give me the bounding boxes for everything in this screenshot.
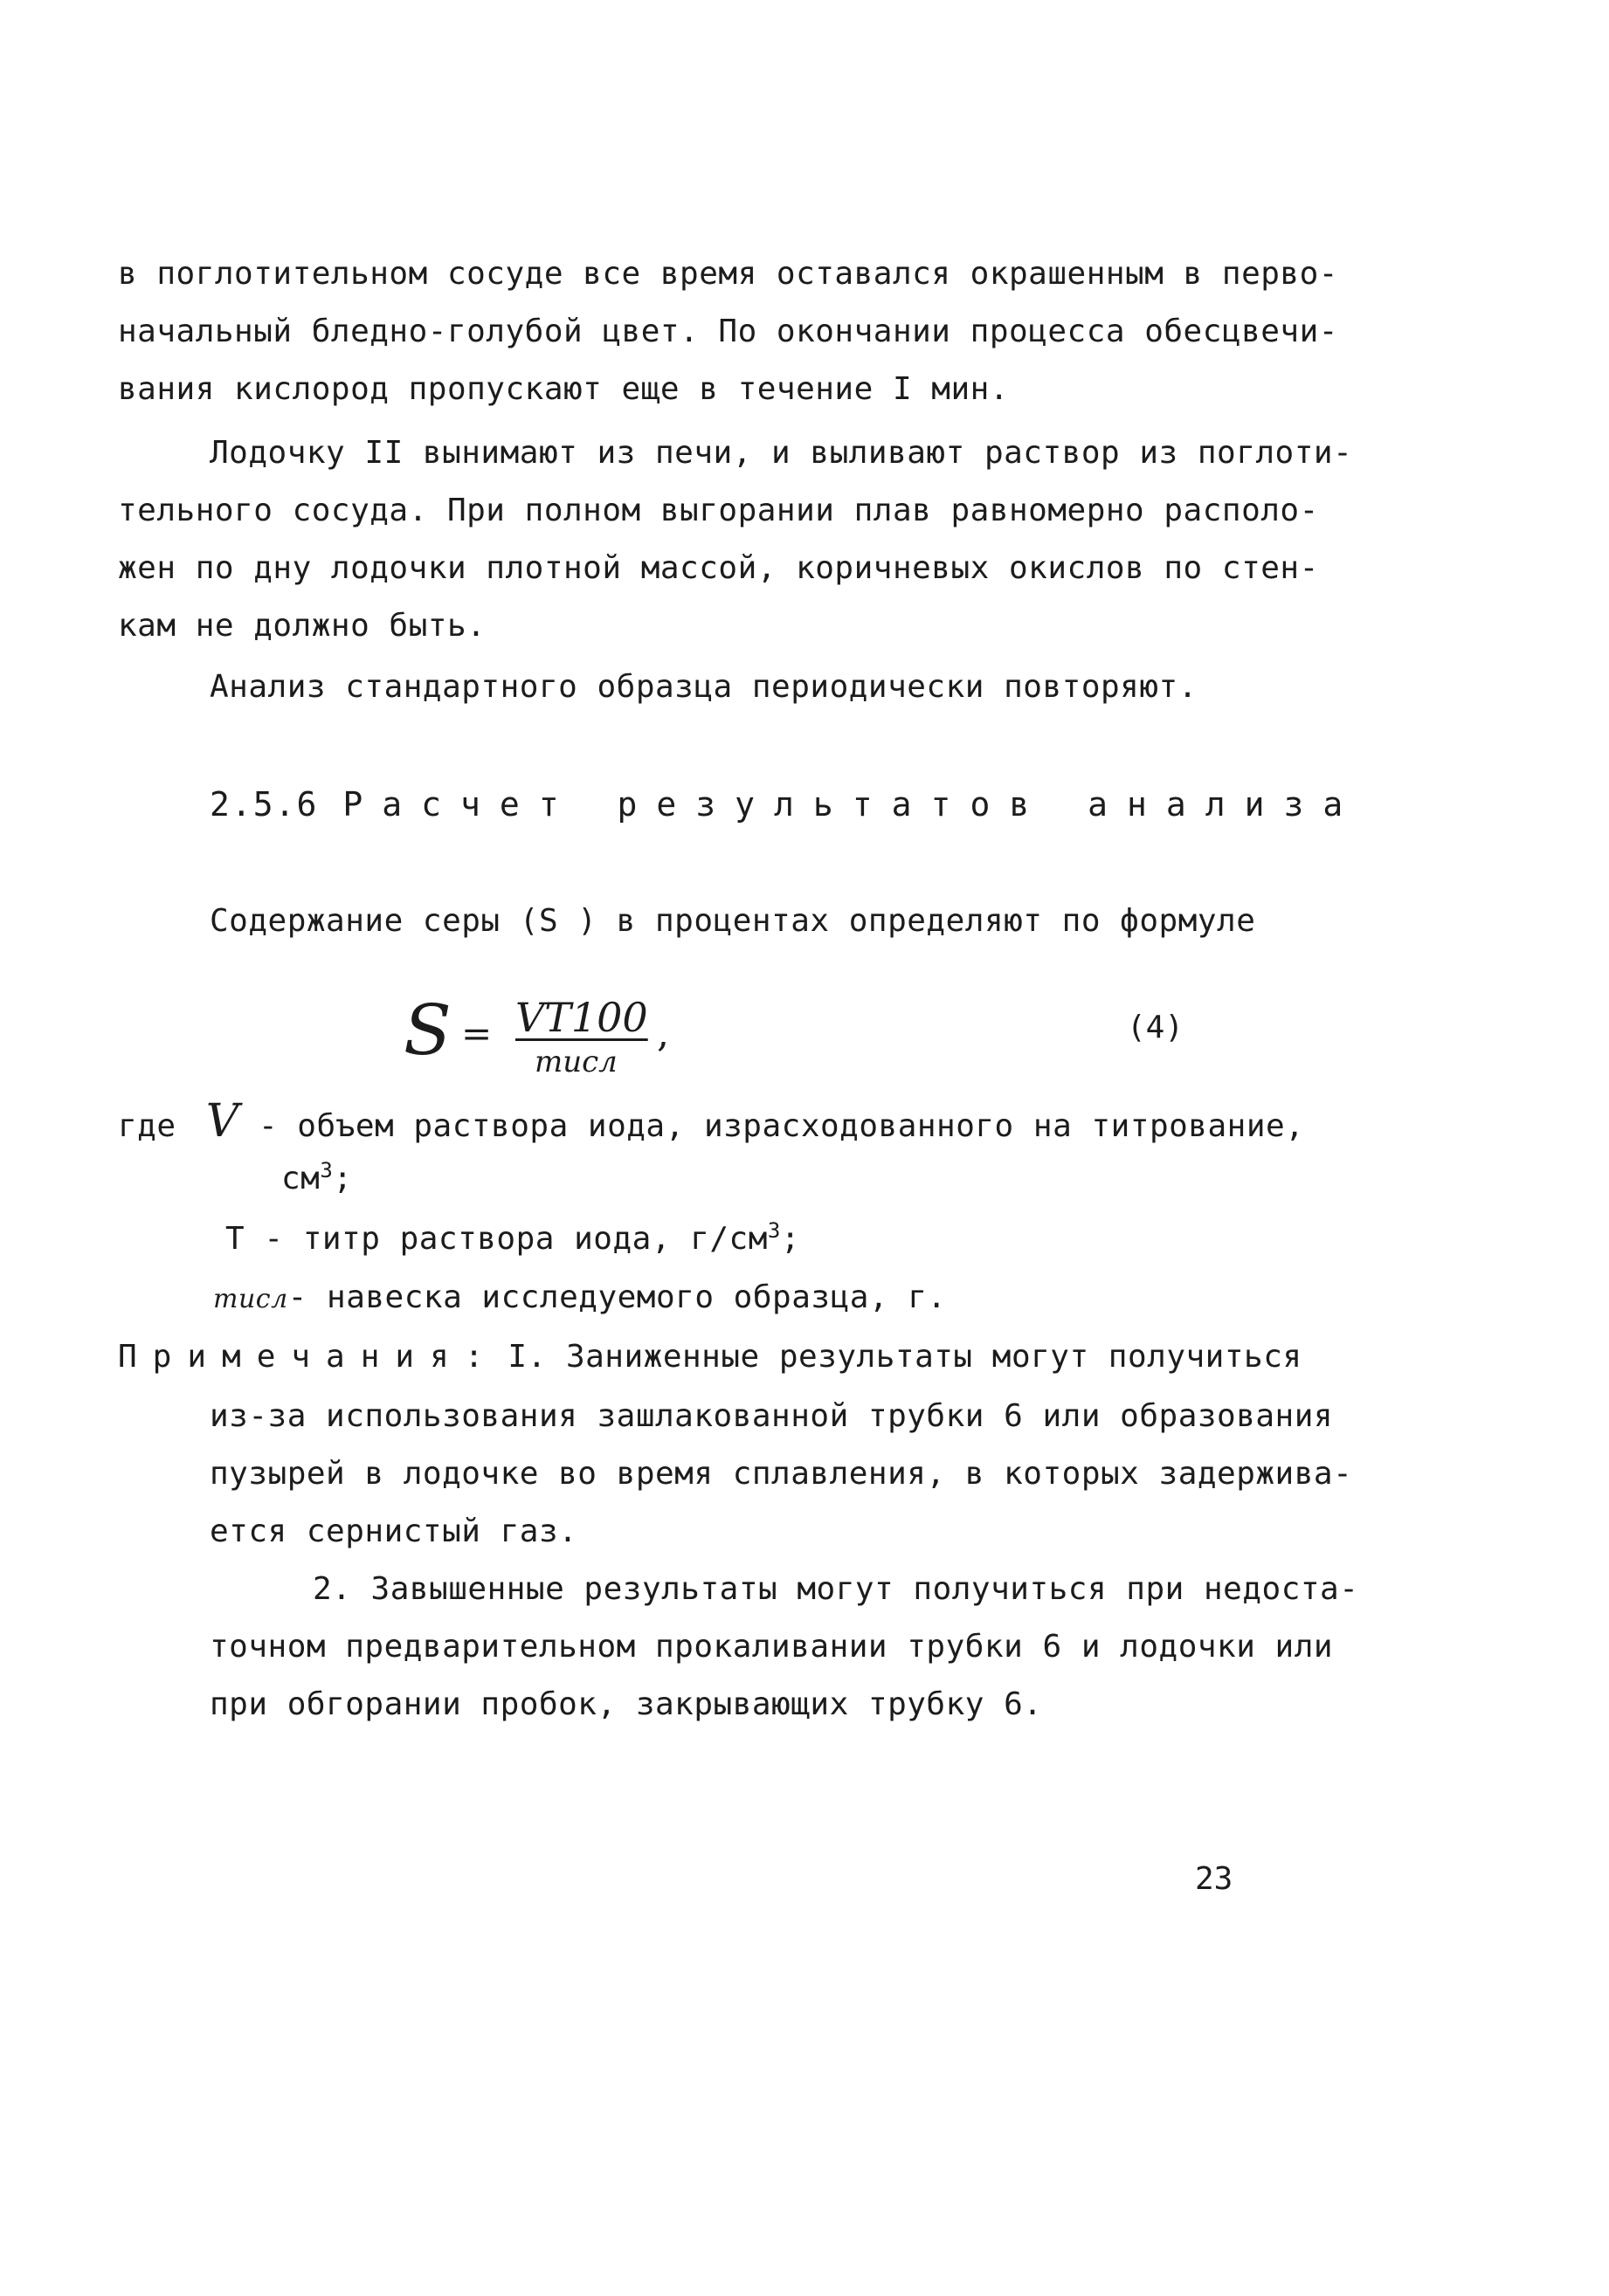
section-number: 2.5.6 — [210, 785, 319, 824]
paragraph1-line2: начальный бледно-голубой цвет. По окончании процесса обесцвечи- — [118, 314, 1338, 349]
definition-v — [118, 1095, 1305, 1148]
paragraph2-line2: тельного сосуда. При полном выгорании плав равномерно располо- — [118, 493, 1319, 528]
note1-line3: пузырей в лодочке во время сплавления, в которых задержива- — [210, 1456, 1353, 1492]
page-number: 23 — [1195, 1861, 1233, 1897]
paragraph2-line1: Лодочку II вынимают из печи, и выливают раствор из поглоти- — [210, 435, 1353, 471]
definition-m-text: - навеска исследуемого образца, г. — [287, 1279, 947, 1315]
notes-label: Примечания: — [118, 1339, 500, 1375]
definition-t-text: Т - титр раствора иода, г/см — [225, 1221, 768, 1257]
note1-line2: из-за использования зашлакованной трубки 6 или образования — [210, 1398, 1334, 1434]
formula-denominator: mиcл — [535, 1045, 618, 1079]
definition-m — [213, 1279, 947, 1319]
note2-line1: 2. Завышенные результаты могут получиться при недоста- — [313, 1571, 1359, 1607]
formula-numerator: VT100 — [515, 994, 648, 1041]
unit-cm-end: ; — [333, 1161, 353, 1196]
formula-symbol: S — [404, 989, 452, 1071]
variable-m-symbol: mиcл — [213, 1284, 288, 1314]
paragraph2-line4: кам не должно быть. — [118, 608, 487, 644]
definition-t-sup: 3 — [767, 1218, 781, 1243]
section-heading — [210, 784, 1362, 824]
definition-v-unit — [281, 1160, 353, 1198]
note1-line1: I. Заниженные результаты могут получиться — [508, 1339, 1302, 1375]
notes-line1 — [118, 1338, 1302, 1376]
unit-cm-sup: 3 — [320, 1158, 334, 1182]
definition-t — [225, 1220, 800, 1258]
definition-prefix: где — [118, 1108, 176, 1144]
paragraph1-line1: в поглотительном сосуде все время оставался окрашенным в перво- — [118, 256, 1338, 292]
formula-intro: Содержание серы (S ) в процентах определяют по формуле — [210, 903, 1256, 939]
note1-line4: ется сернистый газ. — [210, 1513, 578, 1549]
formula-equals: = — [461, 1012, 493, 1055]
paragraph1-line3: вания кислород пропускают еще в течение I мин. — [118, 371, 1009, 407]
paragraph2-line3: жен по дну лодочки плотной массой, коричневых окислов по стен- — [118, 550, 1319, 586]
note2-line2: точном предварительном прокаливании трубки 6 и лодочки или — [210, 1629, 1334, 1665]
section-title: Расчет результатов анализа — [342, 785, 1363, 824]
note2-line3: при обгорании пробок, закрывающих трубку 6. — [210, 1686, 1043, 1722]
definition-v-text: - объем раствора иода, израсходованного на титрование, — [238, 1108, 1305, 1144]
paragraph3-line1: Анализ стандартного образца периодически повторяют. — [210, 669, 1198, 705]
equation-number: (4) — [1127, 1010, 1184, 1045]
formula-comma: , — [657, 1011, 669, 1056]
unit-cm: см — [281, 1161, 321, 1196]
variable-v-symbol: V — [205, 1095, 239, 1148]
definition-t-end: ; — [780, 1221, 801, 1257]
